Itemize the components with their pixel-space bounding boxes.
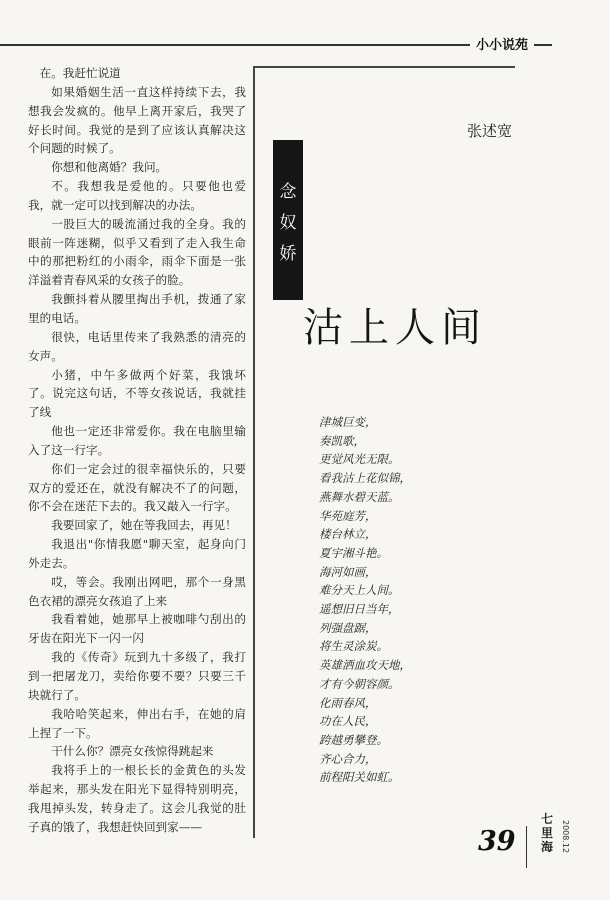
magazine-name: 七里海 xyxy=(540,812,553,854)
footer-rule xyxy=(526,826,527,868)
tune-name-char: 奴 xyxy=(279,212,297,233)
poem-line: 功在人民， xyxy=(319,714,377,729)
poem-line: 化雨春风， xyxy=(319,695,377,710)
story-paragraph: 我的《传奇》玩到九十多级了，我打到一把屠龙刀，卖给你要不要？只要三千块就行了。 xyxy=(28,650,246,702)
story-paragraph: 不。我想我是爱他的。只要他也爱我，就一定可以找到解决的办法。 xyxy=(28,179,246,212)
tune-name-box xyxy=(273,140,303,300)
poem-line: 看我沽上花似锦， xyxy=(319,471,411,486)
poem-line: 华苑庭芳， xyxy=(319,508,377,523)
page-number: 39 xyxy=(478,826,516,857)
poem-line: 跨越勇攀登。 xyxy=(319,732,388,747)
tune-name-char: 娇 xyxy=(279,243,297,264)
poem-line: 燕舞水碧天蓝。 xyxy=(319,489,400,504)
section-tag: 小小说苑 xyxy=(470,34,534,53)
poem-line: 列强盘踞， xyxy=(319,620,377,635)
poem-line: 才有今朝容颜。 xyxy=(319,676,400,691)
poem-panel xyxy=(253,66,515,838)
poem-line: 难分天上人间。 xyxy=(319,583,400,598)
story-paragraph: 你们一定会过的很幸福快乐的，只要双方的爱还在，就没有解决不了的问题，你不会在迷茫下去的。我又敲入一行字。 xyxy=(28,461,246,514)
poem-title: 沽上人间 xyxy=(303,305,487,351)
story-paragraph: 干什么你？漂亮女孩惊得跳起来 xyxy=(51,744,214,759)
poem-line: 将生灵涂炭。 xyxy=(319,639,388,654)
poem-line: 楼台林立， xyxy=(319,527,377,542)
story-paragraph: 小猪，中午多做两个好菜，我饿坏了。说完这句话，不等女孩说话，我就挂了线 xyxy=(28,367,246,420)
poem-line: 海河如画， xyxy=(319,564,377,579)
story-paragraph: 很快，电话里传来了我熟悉的清亮的女声。 xyxy=(28,329,246,363)
story-paragraph: 哎，等会。我刚出网吧，那个一身黑色衣裙的漂亮女孩追了上来 xyxy=(28,574,246,608)
story-paragraph: 在。我赶忙说道 xyxy=(39,66,121,80)
story-paragraph: 我将手上的一根长长的金黄色的头发举起来，那头发在阳光下显得特别明亮，我甩掉头发，转身走了。这会儿我觉的肚子真的饿了，我想赶快回到家—— xyxy=(28,763,246,834)
poem-line: 夏宇湘斗艳。 xyxy=(319,545,388,560)
story-paragraph: 我看着她，她那早上被咖啡勺刮出的牙齿在阳光下一闪一闪 xyxy=(28,612,246,646)
poem-line: 英雄洒血攻天地， xyxy=(319,658,411,673)
poem-line: 遥想旧日当年， xyxy=(319,602,400,617)
story-paragraph: 他也一定还非常爱你。我在电脑里输入了这一行字。 xyxy=(28,424,246,457)
story-paragraph: 我要回家了，她在等我回去，再见！ xyxy=(51,518,237,533)
poem-line: 更觉风光无限。 xyxy=(319,452,400,467)
tune-name-char: 念 xyxy=(279,181,297,202)
story-paragraph: 一股巨大的暖流涌过我的全身。我的眼前一阵迷糊，似乎又看到了走入我生命中的那把粉红的小雨伞，雨伞下面是一张洋溢着青春风采的女孩子的脸。 xyxy=(28,216,246,288)
poem-line: 齐心合力， xyxy=(319,751,377,766)
issue-date: 2008.12 xyxy=(561,820,570,854)
poem-line: 津城巨变， xyxy=(319,415,377,429)
story-paragraph: 我哈哈笑起来，伸出右手，在她的肩上捏了一下。 xyxy=(28,706,246,740)
story-column xyxy=(28,64,246,837)
poem-line: 前程阳关如虹。 xyxy=(319,770,400,785)
poem-line: 奏凯歌， xyxy=(319,433,365,448)
poem-lines xyxy=(319,413,499,787)
story-paragraph: 我退出"你情我愿"聊天室，起身向门外走去。 xyxy=(28,537,246,570)
story-paragraph: 我颤抖着从腰里掏出手机，拨通了家里的电话。 xyxy=(28,292,246,325)
story-paragraph: 如果婚姻生活一直这样持续下去，我想我会发疯的。他早上离开家后，我哭了好长时间。我觉的是到了应该认真解决这个问题的时候了。 xyxy=(28,84,246,156)
story-paragraph: 你想和他离婚？我问。 xyxy=(51,160,168,175)
poem-author: 张述宽 xyxy=(467,122,513,140)
